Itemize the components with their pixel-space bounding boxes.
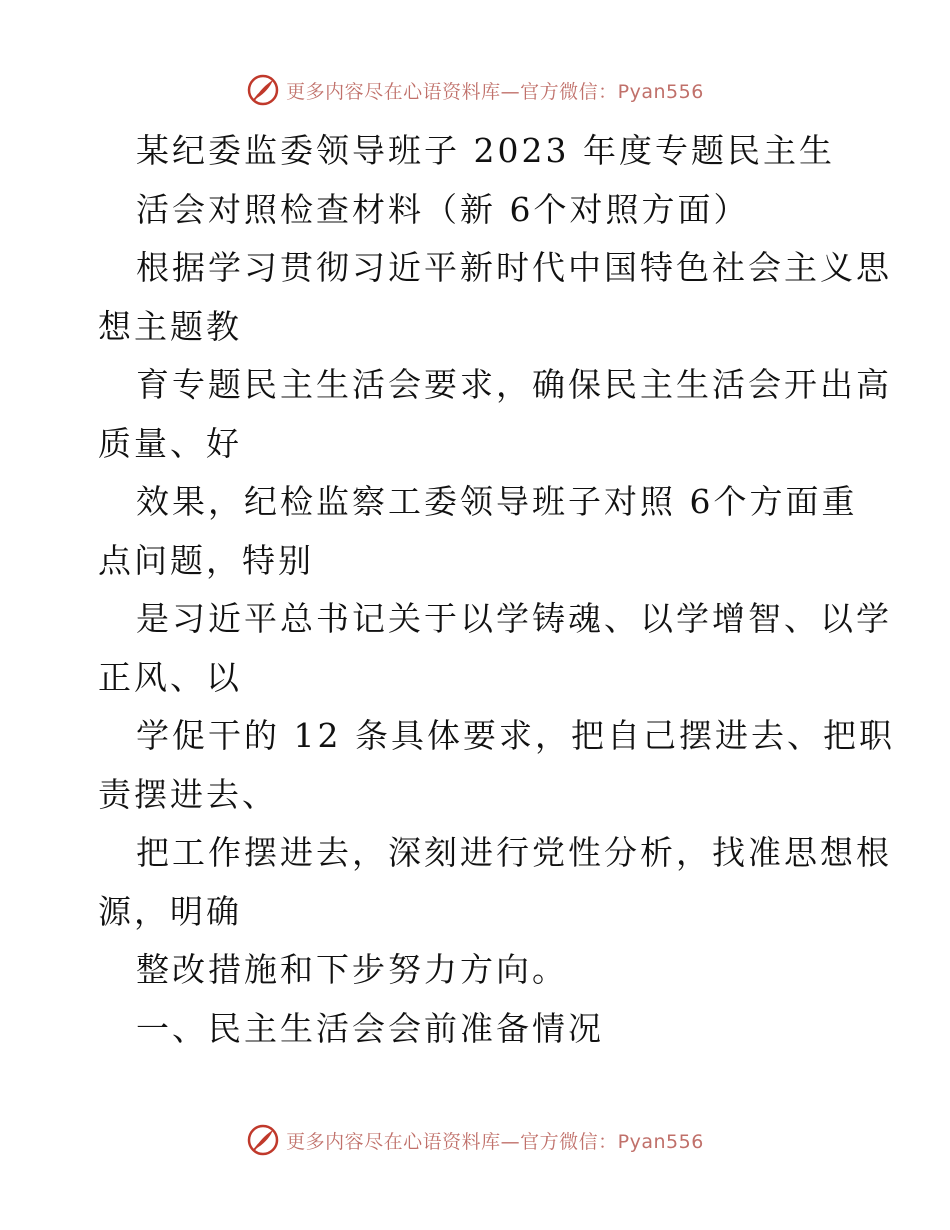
paragraph-line: 点问题，特别: [98, 540, 314, 580]
paragraph-line: 源，明确: [98, 891, 242, 931]
footer-banner-text: 更多内容尽在心语资料库—官方微信：Pyan556: [286, 1130, 704, 1153]
paragraph-line: 责摆进去、: [98, 774, 278, 814]
paragraph-line: 质量、好: [98, 423, 242, 463]
paragraph-line: 效果，纪检监察工委领导班子对照 6个方面重: [136, 482, 858, 521]
quill-logo-icon: [246, 73, 280, 107]
paragraph-line: 根据学习贯彻习近平新时代中国特色社会主义思: [136, 248, 892, 287]
paragraph-line: 育专题民主生活会要求，确保民主生活会开出高: [136, 365, 892, 404]
paragraph-line: 是习近平总书记关于以学铸魂、以学增智、以学: [136, 599, 892, 638]
paragraph-line: 学促干的 12 条具体要求，把自己摆进去、把职: [136, 716, 895, 755]
document-title-line-2: 活会对照检查材料（新 6个对照方面）: [136, 189, 750, 229]
footer-watermark-banner: [0, 1118, 950, 1162]
header-banner-text: 更多内容尽在心语资料库—官方微信：Pyan556: [286, 80, 704, 103]
paragraph-line: 把工作摆进去，深刻进行党性分析，找准思想根: [136, 833, 892, 872]
paragraph-line: 想主题教: [98, 306, 242, 346]
document-title-line-1: 某纪委监委领导班子 2023 年度专题民主生: [136, 131, 835, 170]
paragraph-line: 正风、以: [98, 657, 242, 697]
quill-logo-icon: [246, 1123, 280, 1157]
paragraph-line: 整改措施和下步努力方向。: [136, 950, 568, 989]
section-heading: 一、民主生活会会前准备情况: [136, 1008, 604, 1048]
document-body: [98, 122, 895, 1058]
header-watermark-banner: [0, 68, 950, 112]
